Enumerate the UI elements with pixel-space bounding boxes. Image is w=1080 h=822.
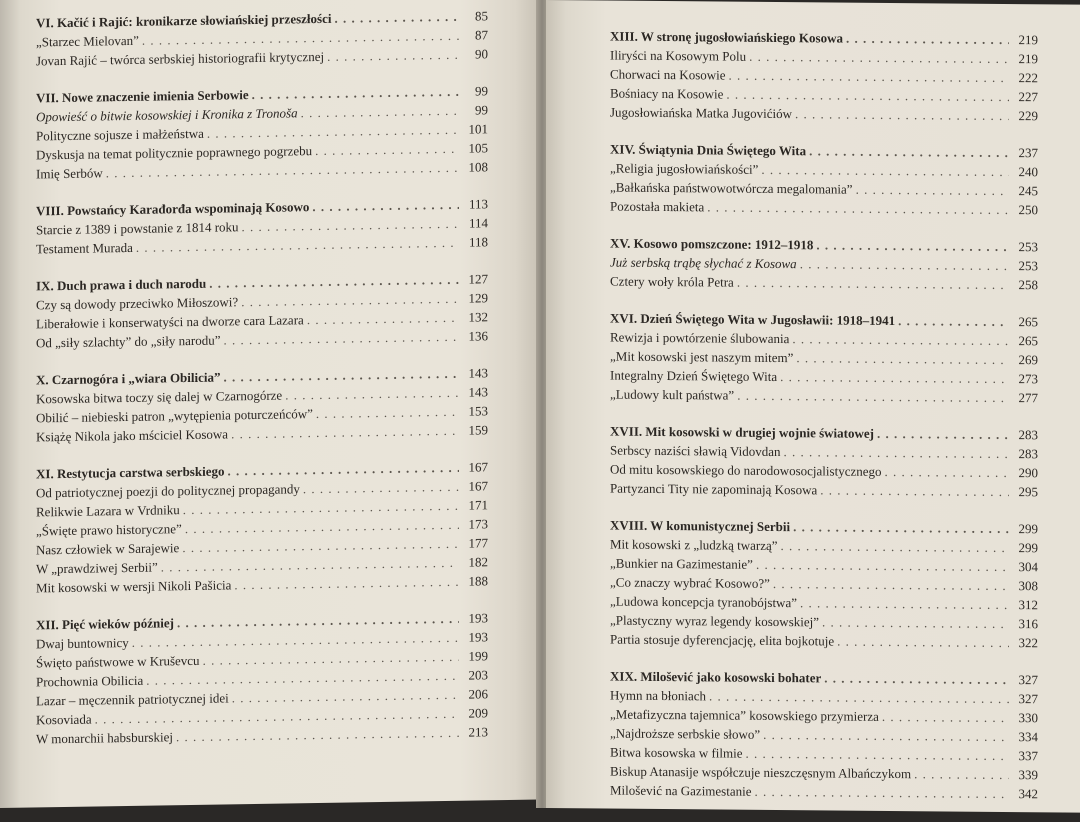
page-number: 213 — [468, 724, 488, 740]
chapter-title: XIX. Milošević jako kosowski bohater — [610, 668, 822, 686]
entry-title: Opowieść o bitwie kosowskiej i Kronika z Tronoša — [36, 105, 298, 125]
entry-title: Jovan Rajić – twórca serbskiej historiografii krytycznej — [36, 48, 325, 69]
entry-title: Dwaj buntownicy — [36, 634, 129, 652]
toc-section — [36, 457, 488, 597]
entry-title: Obilić – niebieski patron „wytępienia poturczeńców” — [36, 406, 313, 426]
page-number: 322 — [1018, 635, 1038, 651]
page-number: 327 — [1018, 691, 1038, 707]
page-number: 159 — [468, 422, 488, 438]
toc-entry — [610, 103, 1038, 126]
entry-title: Cztery woły króla Petra — [610, 273, 734, 290]
dot-leader — [837, 632, 1009, 652]
page-number: 105 — [468, 140, 488, 156]
chapter-title: VII. Nowe znaczenie imienia Serbowie — [36, 87, 249, 106]
page-number: 99 — [475, 102, 488, 118]
chapter-title: VIII. Powstańcy Karađorđa wspominają Kosowo — [36, 199, 310, 219]
dot-leader — [800, 254, 1009, 275]
dot-leader — [795, 104, 1009, 125]
toc-section — [610, 667, 1038, 804]
dot-leader — [781, 536, 1009, 557]
entry-title: Partyzanci Tity nie zapominają Kosowa — [610, 480, 818, 498]
toc-section — [610, 140, 1038, 220]
dot-leader — [327, 45, 459, 66]
page-number: 229 — [1018, 108, 1038, 124]
page-number: 265 — [1018, 333, 1038, 349]
dot-leader — [334, 7, 459, 28]
dot-leader — [783, 442, 1009, 463]
page-number: 87 — [475, 27, 488, 43]
dot-leader — [737, 386, 1009, 407]
page-number: 193 — [468, 610, 488, 626]
page-number: 339 — [1018, 767, 1038, 783]
page-number: 101 — [468, 121, 488, 137]
dot-leader — [301, 101, 459, 122]
page-number: 167 — [468, 459, 488, 475]
entry-title: Milošević na Gazimestanie — [610, 782, 752, 799]
entry-title: W „prawdziwej Serbii” — [36, 559, 158, 577]
entry-title: „Plastyczny wyraz legendy kosowskiej” — [610, 612, 820, 630]
page-number: 308 — [1018, 578, 1038, 594]
entry-title: „Metafizyczna tajemnica” kosowskiego przymierza — [610, 706, 879, 724]
page-number: 337 — [1018, 748, 1038, 764]
dot-leader — [315, 139, 459, 160]
page-number: 283 — [1018, 446, 1038, 462]
chapter-title: XVI. Dzień Świętego Wita w Jugosławii: 1918–1941 — [610, 310, 896, 329]
left-page — [0, 0, 538, 808]
entry-title: Serbscy naziści sławią Vidovdan — [610, 442, 781, 460]
toc-section — [36, 81, 488, 183]
entry-title: Liberałowie i konserwatyści na dworze cara Lazara — [36, 312, 304, 332]
page-number: 132 — [468, 309, 488, 325]
page-number: 143 — [468, 365, 488, 381]
entry-title: Pozostała makieta — [610, 198, 705, 215]
dot-leader — [824, 668, 1009, 689]
entry-title: „Bałkańska państwowotwórcza megalomania” — [610, 179, 853, 197]
page-number: 193 — [468, 629, 488, 645]
toc-entry — [610, 197, 1038, 220]
entry-title: „Najdroższe serbskie słowo” — [610, 725, 761, 742]
entry-title: Od mitu kosowskiego do narodowosocjalistycznego — [610, 461, 882, 479]
page-number: 253 — [1018, 258, 1038, 274]
dot-leader — [800, 593, 1009, 614]
entry-title: Kosowska bitwa toczy się dalej w Czarnogórze — [36, 387, 283, 407]
dot-leader — [136, 233, 459, 257]
entry-title: „Ludowa koncepcja tyranobójstwa” — [610, 593, 797, 611]
dot-leader — [176, 723, 459, 746]
dot-leader — [793, 517, 1009, 538]
toc-section — [610, 234, 1038, 295]
page-number: 99 — [475, 83, 488, 99]
page-number: 173 — [468, 516, 488, 532]
dot-leader — [846, 29, 1009, 49]
dot-leader — [303, 477, 459, 498]
page-number: 171 — [468, 497, 488, 513]
dot-leader — [756, 555, 1009, 576]
page-number: 299 — [1018, 521, 1038, 537]
page-number: 199 — [468, 648, 488, 664]
chapter-title: XI. Restytucja carstwa serbskiego — [36, 463, 225, 482]
entry-title: Partia stosuje dyferencjację, elita bojkotuje — [610, 631, 835, 649]
dot-leader — [763, 725, 1009, 746]
toc-section — [610, 309, 1038, 408]
chapter-title: X. Czarnogóra i „wiara Obilicia” — [36, 369, 221, 388]
entry-title: Książę Nikola jako mściciel Kosowa — [36, 426, 229, 445]
page-number: 277 — [1018, 390, 1038, 406]
dot-leader — [780, 367, 1009, 388]
dot-leader — [914, 764, 1009, 784]
dot-leader — [856, 180, 1009, 200]
toc-section — [36, 363, 488, 446]
dot-leader — [809, 141, 1009, 162]
chapter-title: VI. Kačić i Rajić: kronikarze słowiańskiej przeszłości — [36, 10, 332, 31]
page-number: 108 — [468, 159, 488, 175]
page-number: 129 — [468, 290, 488, 306]
dot-leader — [223, 327, 459, 350]
page-number: 273 — [1018, 371, 1038, 387]
table-of-contents-right — [546, 26, 1080, 822]
page-number: 118 — [468, 234, 488, 250]
dot-leader — [312, 195, 459, 216]
entry-title: Relikwie Lazara w Vrdniku — [36, 502, 180, 520]
dot-leader — [755, 782, 1009, 803]
toc-section — [610, 516, 1038, 653]
page-number: 153 — [468, 403, 488, 419]
dot-leader — [726, 85, 1009, 106]
page-number: 188 — [468, 573, 488, 589]
dot-leader — [307, 308, 459, 329]
entry-title: „Ludowy kult państwa” — [610, 386, 735, 403]
page-number: 127 — [468, 271, 488, 287]
page-number: 269 — [1018, 352, 1038, 368]
page-number: 143 — [468, 384, 488, 400]
entry-title: Mit kosowski z „ludzką twarzą” — [610, 536, 778, 554]
dot-leader — [882, 707, 1009, 727]
chapter-title: XII. Pięć wieków później — [36, 615, 174, 633]
dot-leader — [231, 421, 459, 444]
entry-title: Od „siły szlachty” do „siły narodu” — [36, 332, 221, 351]
page-number: 209 — [468, 705, 488, 721]
toc-section — [36, 194, 488, 258]
entry-title: Biskup Atanasije współczuje nieszczęsnym Albańczykom — [610, 763, 912, 782]
page-number: 90 — [475, 46, 488, 62]
page-number: 299 — [1018, 540, 1038, 556]
page-number: 295 — [1018, 484, 1038, 500]
toc-entry — [610, 272, 1038, 295]
dot-leader — [792, 329, 1009, 350]
entry-title: „Mit kosowski jest naszym mitem” — [610, 348, 794, 366]
dot-leader — [316, 402, 459, 423]
page-number: 342 — [1018, 786, 1038, 802]
toc-entry — [610, 630, 1038, 653]
dot-leader — [820, 480, 1009, 501]
dot-leader — [877, 424, 1009, 444]
toc-entry — [610, 781, 1038, 804]
page-number: 250 — [1018, 202, 1038, 218]
right-page — [546, 0, 1080, 813]
page-number: 222 — [1018, 70, 1038, 86]
dot-leader — [761, 160, 1009, 181]
dot-leader — [737, 273, 1009, 294]
page-number: 227 — [1018, 89, 1038, 105]
page-number: 182 — [468, 554, 488, 570]
page-number: 253 — [1018, 239, 1038, 255]
chapter-title: IX. Duch prawa i duch narodu — [36, 275, 207, 294]
entry-title: Od patriotycznej poezji do politycznej propagandy — [36, 481, 300, 501]
entry-title: Iliryści na Kosowym Polu — [610, 47, 747, 64]
page-number: 327 — [1018, 672, 1038, 688]
toc-section — [36, 6, 488, 70]
dot-leader — [709, 686, 1009, 708]
dot-leader — [773, 574, 1009, 595]
page-number: 283 — [1018, 427, 1038, 443]
page-number: 240 — [1018, 164, 1038, 180]
dot-leader — [746, 744, 1009, 765]
entry-title: Czy są dowody przeciwko Miłoszowi? — [36, 294, 239, 313]
table-of-contents-left — [0, 6, 538, 767]
page-number: 330 — [1018, 710, 1038, 726]
dot-leader — [749, 47, 1009, 68]
entry-title: W monarchii habsburskiej — [36, 729, 173, 747]
entry-title: Testament Murada — [36, 239, 133, 257]
dot-leader — [816, 235, 1009, 256]
chapter-title: XIV. Świątynia Dnia Świętego Wita — [610, 141, 807, 159]
page-number: 203 — [468, 667, 488, 683]
page-number: 237 — [1018, 145, 1038, 161]
entry-title: „Bunkier na Gazimestanie” — [610, 555, 753, 572]
toc-section — [610, 27, 1038, 126]
dot-leader — [729, 66, 1009, 87]
page-number: 113 — [468, 196, 488, 212]
dot-leader — [822, 612, 1009, 633]
page-number: 219 — [1018, 51, 1038, 67]
entry-title: Jugosłowiańska Matka Jugovićiów — [610, 104, 792, 122]
dot-leader — [898, 311, 1009, 331]
toc-section — [36, 608, 488, 748]
chapter-title: XIII. W stronę jugosłowiańskiego Kosowa — [610, 28, 843, 46]
page-number: 167 — [468, 478, 488, 494]
entry-title: Prochownia Obilicia — [36, 672, 144, 690]
entry-title: Święto państwowe w Kruševcu — [36, 652, 200, 671]
entry-title: Dyskusja na temat politycznie poprawnego pogrzebu — [36, 143, 313, 163]
entry-title: Polityczne sojusze i małżeństwa — [36, 125, 204, 144]
entry-title: Integralny Dzień Świętego Wita — [610, 367, 778, 385]
page-number: 290 — [1018, 465, 1038, 481]
entry-title: „Święte prawo historyczne” — [36, 521, 182, 539]
entry-title: Chorwaci na Kosowie — [610, 66, 726, 83]
page-number: 258 — [1018, 277, 1038, 293]
entry-title: Rewizja i powtórzenie ślubowania — [610, 329, 790, 347]
entry-title: Bośniacy na Kosowie — [610, 85, 724, 102]
toc-section — [36, 269, 488, 352]
chapter-title: XVIII. W komunistycznej Serbii — [610, 517, 791, 535]
entry-title: Kosoviada — [36, 711, 92, 728]
entry-title: Imię Serbów — [36, 165, 103, 182]
entry-title: „Starzec Mielovan” — [36, 32, 139, 50]
chapter-title: XV. Kosowo pomszczone: 1912–1918 — [610, 235, 814, 253]
dot-leader — [234, 572, 459, 595]
entry-title: „Religia jugosłowiańskości” — [610, 160, 759, 177]
toc-section — [610, 422, 1038, 502]
chapter-title: XVII. Mit kosowski w drugiej wojnie światowej — [610, 423, 874, 441]
page-number: 312 — [1018, 597, 1038, 613]
toc-entry — [610, 385, 1038, 408]
entry-title: Nasz człowiek w Sarajewie — [36, 540, 180, 558]
page-number: 304 — [1018, 559, 1038, 575]
page-number: 114 — [468, 215, 488, 231]
page-number: 245 — [1018, 183, 1038, 199]
entry-title: Bitwa kosowska w filmie — [610, 744, 743, 761]
entry-title: Starcie z 1389 i powstanie z 1814 roku — [36, 219, 239, 238]
entry-title: Już serbską trąbę słychać z Kosowa — [610, 254, 797, 272]
entry-title: Mit kosowski w wersji Nikoli Pašicia — [36, 577, 232, 596]
page-number: 85 — [475, 8, 488, 24]
entry-title: „Co znaczy wybrać Kosowo?” — [610, 574, 770, 591]
entry-title: Hymn na błoniach — [610, 687, 707, 704]
page-number: 334 — [1018, 729, 1038, 745]
page-number: 265 — [1018, 314, 1038, 330]
dot-leader — [885, 462, 1009, 482]
toc-entry — [610, 479, 1038, 502]
page-number: 206 — [468, 686, 488, 702]
dot-leader — [796, 348, 1009, 369]
entry-title: Lazar – męczennik patriotycznej idei — [36, 690, 229, 709]
page-number: 316 — [1018, 616, 1038, 632]
page-number: 177 — [468, 535, 488, 551]
dot-leader — [707, 197, 1009, 219]
page-number: 219 — [1018, 32, 1038, 48]
page-number: 136 — [468, 328, 488, 344]
